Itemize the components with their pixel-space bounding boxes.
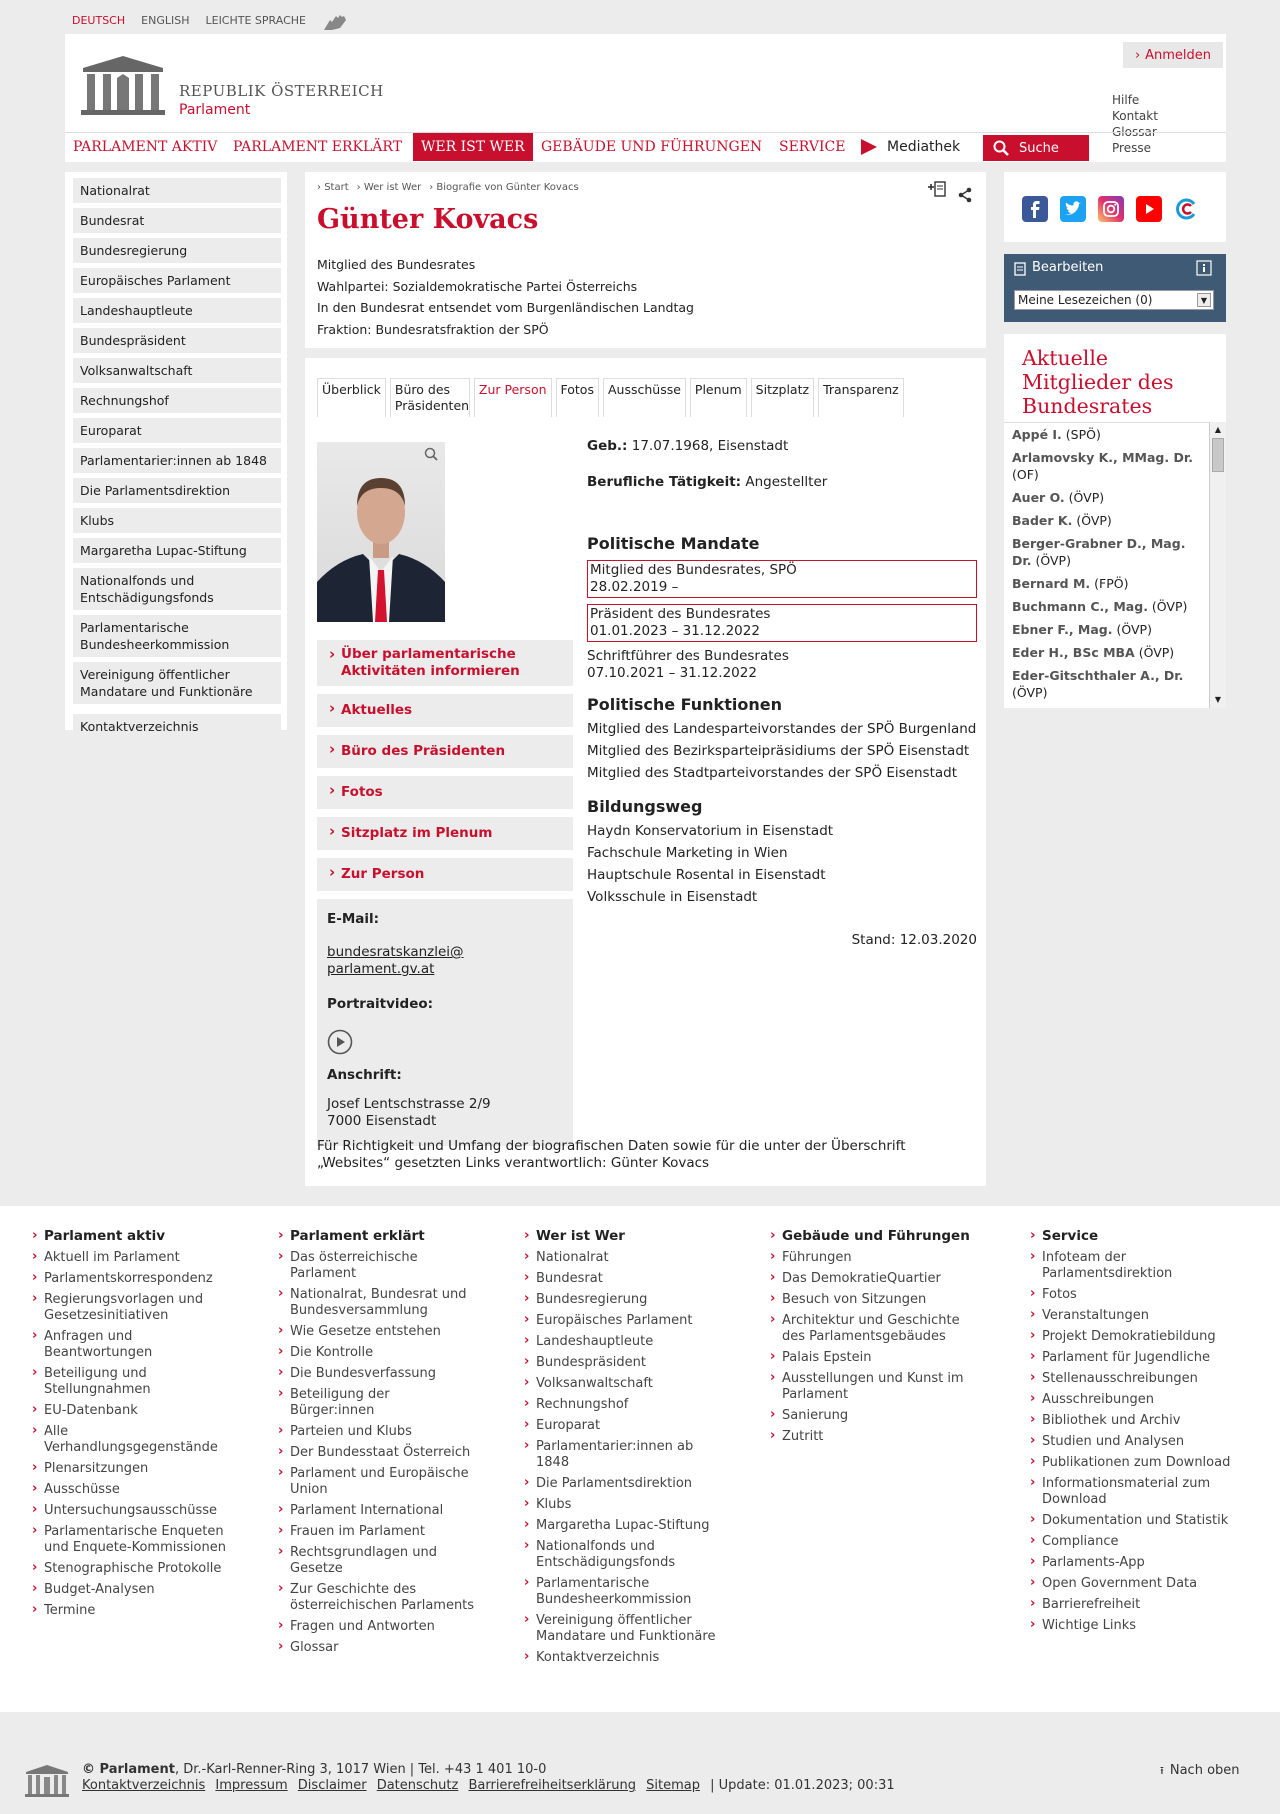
footer-column <box>278 1228 478 1661</box>
sidebar-item-klubs[interactable]: Klubs <box>73 508 281 533</box>
footer-link[interactable]: › Projekt Demokratiebildung <box>1030 1329 1250 1345</box>
bookmarks-select[interactable]: Meine Lesezeichen (0) ▼ <box>1014 290 1214 310</box>
edit-panel <box>1004 254 1226 322</box>
footer-link[interactable]: › Parlamentarische Bundesheerkommission <box>524 1576 724 1608</box>
sidebar-item-parlamentarier[interactable]: Parlamentarier:innen ab 1848 <box>73 448 281 473</box>
breadcrumb-wer-ist-wer[interactable]: › Wer ist Wer <box>356 182 422 193</box>
mandate-item: Schriftführer des Bundesrates 07.10.2021 – 31.12.2022 <box>587 648 789 681</box>
chevron-down-icon: ▼ <box>1197 293 1211 307</box>
site-header <box>65 34 1226 162</box>
list-item[interactable]: Bernard M. (FPÖ) <box>1012 576 1129 591</box>
tab-ueberblick[interactable]: Überblick <box>317 378 386 417</box>
members-title: Aktuelle Mitglieder des Bundesrates <box>1022 346 1174 418</box>
footer-link[interactable]: › Parlamentarier:innen ab 1848 <box>524 1439 724 1471</box>
breadcrumb-current: › Biografie von Günter Kovacs <box>429 182 579 193</box>
footer-link[interactable]: › Das DemokratieQuartier <box>770 1271 980 1287</box>
login-label: Anmelden <box>1145 47 1212 63</box>
profile-summary <box>317 254 694 340</box>
birth-info: Geb.: 17.07.1968, Eisenstadt <box>587 438 789 454</box>
footer-link[interactable]: › Klubs <box>524 1497 724 1513</box>
footer-link[interactable]: › Rechnungshof <box>524 1397 724 1413</box>
footer-link[interactable]: › Rechtsgrundlagen und Gesetze <box>278 1545 478 1577</box>
mediathek-label: Mediathek <box>887 139 961 155</box>
education-item: Hauptschule Rosental in Eisenstadt <box>587 867 826 883</box>
lang-deutsch[interactable]: DEUTSCH <box>72 14 126 27</box>
bookmark-icon <box>1014 262 1026 280</box>
footer-link[interactable]: › Parlaments-App <box>1030 1555 1250 1571</box>
sidebar-item-bundesheerkommission[interactable]: Parlamentarische Bundesheerkommission <box>73 615 281 657</box>
members-scrollbar[interactable] <box>1209 422 1226 708</box>
tab-buero-praesident[interactable]: Büro des Präsidenten <box>390 378 470 417</box>
footer-link[interactable]: › Die Bundesverfassung <box>278 1366 478 1382</box>
sidebar-item-bundespraesident[interactable]: Bundespräsident <box>73 328 281 353</box>
footer-link[interactable]: › Budget-Analysen <box>32 1582 232 1598</box>
list-item[interactable]: Buchmann C., Mag. (ÖVP) <box>1012 599 1188 614</box>
footer-link[interactable]: › Zur Geschichte des österreichischen Parlaments <box>278 1582 478 1614</box>
list-item[interactable]: Bader K. (ÖVP) <box>1012 513 1112 528</box>
footer-link[interactable]: › Ausschüsse <box>32 1482 232 1498</box>
email-link[interactable]: bundesratskanzlei@ parlament.gv.at <box>327 944 464 977</box>
footer-link[interactable]: › Parlament International <box>278 1503 478 1519</box>
footer-link[interactable]: › Publikationen zum Download <box>1030 1455 1250 1471</box>
tab-zur-person[interactable]: Zur Person <box>474 378 552 417</box>
portrait-photo[interactable] <box>317 442 445 622</box>
scroll-up-icon[interactable]: ▲ <box>1214 425 1222 434</box>
bottom-bar <box>0 1740 1280 1814</box>
footer-link[interactable]: › Open Government Data <box>1030 1576 1250 1592</box>
footer-link[interactable]: › Führungen <box>770 1250 980 1266</box>
footer-link[interactable]: › Palais Epstein <box>770 1350 980 1366</box>
footer-link[interactable]: › Bundesregierung <box>524 1292 724 1308</box>
link-datenschutz[interactable]: Datenschutz <box>376 1778 459 1793</box>
footer-link[interactable]: › Studien und Analysen <box>1030 1434 1250 1450</box>
arrow-up-icon: ⭱ <box>1160 1764 1164 1777</box>
sidebar-item-volksanwaltschaft[interactable]: Volksanwaltschaft <box>73 358 281 383</box>
sidebar-item-lupac-stiftung[interactable]: Margaretha Lupac-Stiftung <box>73 538 281 563</box>
footer-link[interactable]: › Anfragen und Beantwortungen <box>32 1329 232 1361</box>
tab-transparenz[interactable]: Transparenz <box>818 378 904 417</box>
address-city: 7000 Eisenstadt <box>327 1113 437 1129</box>
education-item: Haydn Konservatorium in Eisenstadt <box>587 823 834 839</box>
footer-link[interactable]: › Bundesrat <box>524 1271 724 1287</box>
footer-column <box>32 1228 232 1624</box>
footer-link[interactable]: › Compliance <box>1030 1534 1250 1550</box>
edit-label[interactable]: Bearbeiten <box>1032 260 1104 275</box>
footer-link[interactable]: › Veranstaltungen <box>1030 1308 1250 1324</box>
list-item[interactable]: Eder H., BSc MBA (ÖVP) <box>1012 645 1175 660</box>
copyright-block <box>82 1762 895 1794</box>
bookmark-add-icon[interactable] <box>927 180 947 198</box>
footer-link[interactable]: › Ausstellungen und Kunst im Parlament <box>770 1371 980 1403</box>
sidebar <box>65 172 287 734</box>
footer-link[interactable]: › Europarat <box>524 1418 724 1434</box>
footer-link[interactable]: › Zutritt <box>770 1429 980 1445</box>
press-link[interactable]: Presse <box>1112 141 1151 155</box>
breadcrumb-start[interactable]: › Start <box>317 182 349 193</box>
profile-details <box>587 438 977 949</box>
footer-link[interactable]: › Regierungsvorlagen und Gesetzesinitiativen <box>32 1292 232 1324</box>
sidebar-item-nationalfonds[interactable]: Nationalfonds und Entschädigungsfonds <box>73 568 281 610</box>
login-button[interactable] <box>1123 42 1223 68</box>
link-kontaktverzeichnis[interactable]: Kontaktverzeichnis <box>82 1778 206 1793</box>
link-buero-praesident[interactable]: › Büro des Präsidenten <box>317 735 573 768</box>
instagram-icon[interactable] <box>1098 196 1124 222</box>
footer-link[interactable]: › Nationalfonds und Entschädigungsfonds <box>524 1539 724 1571</box>
legal-links <box>82 1778 895 1794</box>
education-item: Fachschule Marketing in Wien <box>587 845 788 861</box>
sidebar-item-kontaktverzeichnis[interactable]: Kontaktverzeichnis <box>73 714 281 739</box>
footer-link[interactable]: › Stellenausschreibungen <box>1030 1371 1250 1387</box>
link-sitemap[interactable]: Sitemap <box>646 1778 700 1793</box>
footer-link[interactable]: › Das österreichische Parlament <box>278 1250 478 1282</box>
mandate-item: Mitglied des Bundesrates, SPÖ 28.02.2019 – <box>587 560 977 598</box>
list-item[interactable]: Ebner F., Mag. (ÖVP) <box>1012 622 1152 637</box>
link-sitzplatz[interactable]: › Sitzplatz im Plenum <box>317 817 573 850</box>
footer-link[interactable]: › Nationalrat <box>524 1250 724 1266</box>
footer-link[interactable]: › Plenarsitzungen <box>32 1461 232 1477</box>
footer-column <box>770 1228 980 1450</box>
sidebar-item-landeshauptleute[interactable]: Landeshauptleute <box>73 298 281 323</box>
profile-party: Wahlpartei: Sozialdemokratische Partei Österreichs <box>317 278 638 294</box>
footer-link[interactable]: › Fotos <box>1030 1287 1250 1303</box>
scroll-thumb[interactable] <box>1212 438 1224 472</box>
footer-link[interactable]: › Die Kontrolle <box>278 1345 478 1361</box>
glossary-link[interactable]: Glossar <box>1112 125 1157 139</box>
footer-link[interactable]: › Architektur und Geschichte des Parlamentsgebäudes <box>770 1313 980 1345</box>
sidebar-item-rechnungshof[interactable]: Rechnungshof <box>73 388 281 413</box>
nav-service[interactable]: SERVICE <box>779 139 846 155</box>
footer-link[interactable]: › Bibliothek und Archiv <box>1030 1413 1250 1429</box>
email-label: E-Mail: <box>327 911 380 927</box>
sidebar-item-vereinigung[interactable]: Vereinigung öffentlicher Mandatare und Funktionäre <box>73 662 281 704</box>
tab-sitzplatz[interactable]: Sitzplatz <box>751 378 814 417</box>
main-navigation <box>65 132 1226 162</box>
link-impressum[interactable]: Impressum <box>215 1778 288 1793</box>
footer-link[interactable]: › Glossar <box>278 1640 478 1656</box>
language-bar <box>72 14 348 35</box>
footer-column <box>1030 1228 1250 1639</box>
footer-link[interactable]: › Der Bundesstaat Österreich <box>278 1445 478 1461</box>
footer-link[interactable]: › Dokumentation und Statistik <box>1030 1513 1250 1529</box>
back-to-top-button[interactable]: ⭱ Nach oben <box>1160 1763 1240 1778</box>
footer-link[interactable]: › Besuch von Sitzungen <box>770 1292 980 1308</box>
address-street: Josef Lentschstrasse 2/9 <box>327 1096 491 1112</box>
sidebar-item-bundesrat[interactable]: Bundesrat <box>73 208 281 233</box>
footer-link[interactable]: › Parlamentarische Enqueten und Enquete-Kommissionen <box>32 1524 232 1556</box>
contact-box <box>317 899 573 1146</box>
copyright-line: © Parlament, Dr.-Karl-Renner-Ring 3, 1017 Wien | Tel. +43 1 401 10-0 <box>82 1762 547 1777</box>
help-link[interactable]: Hilfe <box>1112 93 1140 107</box>
footer-link[interactable]: › Bundespräsident <box>524 1355 724 1371</box>
functions-heading: Politische Funktionen <box>587 695 782 714</box>
play-video-icon[interactable] <box>327 1029 353 1055</box>
footer-link[interactable]: › Ausschreibungen <box>1030 1392 1250 1408</box>
function-item: Mitglied des Landesparteivorstandes der SPÖ Burgenland <box>587 721 977 737</box>
breadcrumb <box>317 182 579 193</box>
page-title: Günter Kovacs <box>317 204 539 235</box>
sidebar-item-bundesregierung[interactable]: Bundesregierung <box>73 238 281 263</box>
footer-link[interactable]: › Parlamentskorrespondenz <box>32 1271 232 1287</box>
link-aktivitaeten[interactable]: › Über parlamentarische Aktivitäten informieren <box>317 640 573 686</box>
info-icon[interactable] <box>1196 260 1212 280</box>
parlament-app-icon[interactable] <box>1174 196 1200 222</box>
nav-gebaeude-fuehrungen[interactable]: GEBÄUDE UND FÜHRUNGEN <box>541 139 763 155</box>
link-barrierefreiheit[interactable]: Barrierefreiheitserklärung <box>468 1778 636 1793</box>
footer-link[interactable]: › Landeshauptleute <box>524 1334 724 1350</box>
update-info: | Update: 01.01.2023; 00:31 <box>710 1778 895 1793</box>
footer-link[interactable]: › Parlament und Europäische Union <box>278 1466 478 1498</box>
members-panel <box>1004 334 1226 708</box>
mandate-item: Präsident des Bundesrates 01.01.2023 – 31.12.2022 <box>587 604 977 642</box>
sidebar-item-europaeisches-parlament[interactable]: Europäisches Parlament <box>73 268 281 293</box>
tab-plenum[interactable]: Plenum <box>690 378 747 417</box>
share-icon[interactable] <box>957 187 973 203</box>
footer-link[interactable]: › Fragen und Antworten <box>278 1619 478 1635</box>
disclaimer-text: Für Richtigkeit und Umfang der biografischen Daten sowie für die unter der Überschrift „Websites“ gesetzten Links verantwortlich: Günter Kovacs <box>317 1138 906 1171</box>
footer-heading[interactable]: › Wer ist Wer <box>524 1228 724 1244</box>
facebook-icon[interactable] <box>1022 196 1048 222</box>
footer-link[interactable]: › Stenographische Protokolle <box>32 1561 232 1577</box>
logo-title: REPUBLIK ÖSTERREICH <box>179 82 384 100</box>
footer-link[interactable]: › Untersuchungsausschüsse <box>32 1503 232 1519</box>
footer-heading[interactable]: › Parlament aktiv <box>32 1228 232 1244</box>
list-item[interactable]: Arlamovsky K., MMag. Dr. (OF) <box>1012 450 1193 482</box>
footer-heading[interactable]: › Service <box>1030 1228 1250 1244</box>
footer-link[interactable]: › Alle Verhandlungsgegenstände <box>32 1424 232 1456</box>
lang-leichte-sprache[interactable]: LEICHTE SPRACHE <box>205 14 306 27</box>
footer-link[interactable]: › Aktuell im Parlament <box>32 1250 232 1266</box>
function-item: Mitglied des Stadtparteivorstandes der SPÖ Eisenstadt <box>587 765 958 781</box>
profile-faction: Fraktion: Bundesratsfraktion der SPÖ <box>317 321 549 337</box>
chevron-right-icon: › <box>1134 47 1141 63</box>
link-aktuelles[interactable]: › Aktuelles <box>317 694 573 727</box>
profile-role: Mitglied des Bundesrates <box>317 257 476 272</box>
search-icon <box>993 140 1009 156</box>
footer-link[interactable]: › Volksanwaltschaft <box>524 1376 724 1392</box>
profile-links <box>317 640 573 1146</box>
footer-link[interactable]: › Nationalrat, Bundesrat und Bundesversammlung <box>278 1287 478 1319</box>
footer-link[interactable]: › Beteiligung und Stellungnahmen <box>32 1366 232 1398</box>
list-item[interactable]: Auer O. (ÖVP) <box>1012 490 1105 505</box>
logo-subtitle: Parlament <box>179 102 251 118</box>
footer-link[interactable]: › Die Parlamentsdirektion <box>524 1476 724 1492</box>
footer-heading[interactable]: › Gebäude und Führungen <box>770 1228 980 1244</box>
footer-heading[interactable]: › Parlament erklärt <box>278 1228 478 1244</box>
profile-delegation: In den Bundesrat entsendet vom Burgenländischen Landtag <box>317 300 694 315</box>
nav-parlament-aktiv[interactable]: PARLAMENT AKTIV <box>73 139 218 155</box>
footer-link[interactable]: › Parlament für Jugendliche <box>1030 1350 1250 1366</box>
footer-link[interactable]: › Kontaktverzeichnis <box>524 1650 724 1666</box>
function-item: Mitglied des Bezirksparteipräsidiums der SPÖ Eisenstadt <box>587 743 970 759</box>
sidebar-item-nationalrat[interactable]: Nationalrat <box>73 178 281 203</box>
tab-ausschuesse[interactable]: Ausschüsse <box>603 378 686 417</box>
scroll-down-icon[interactable]: ▼ <box>1214 695 1222 704</box>
list-item[interactable]: Eder-Gitschthaler A., Dr. (ÖVP) <box>1012 668 1184 700</box>
footer-link[interactable]: › Infoteam der Parlamentsdirektion <box>1030 1250 1250 1282</box>
sidebar-item-parlamentsdirektion[interactable]: Die Parlamentsdirektion <box>73 478 281 503</box>
site-footer <box>0 1206 1280 1712</box>
footer-column <box>524 1228 724 1671</box>
tab-fotos[interactable]: Fotos <box>556 378 599 417</box>
footer-link[interactable]: › Europäisches Parlament <box>524 1313 724 1329</box>
footer-link[interactable]: › Wichtige Links <box>1030 1618 1250 1634</box>
list-item[interactable]: Appé I. (SPÖ) <box>1012 427 1101 442</box>
footer-link[interactable]: › EU-Datenbank <box>32 1403 232 1419</box>
sidebar-item-europarat[interactable]: Europarat <box>73 418 281 443</box>
last-updated: Stand: 12.03.2020 <box>851 932 977 948</box>
search-label: Suche <box>1019 140 1059 156</box>
nav-wer-ist-wer[interactable]: WER IST WER <box>413 133 533 161</box>
search-button[interactable] <box>983 135 1089 161</box>
job-info: Berufliche Tätigkeit: Angestellter <box>587 474 828 490</box>
contact-link[interactable]: Kontakt <box>1112 109 1158 123</box>
footer-link[interactable]: › Parteien und Klubs <box>278 1424 478 1440</box>
footer-link[interactable]: › Frauen im Parlament <box>278 1524 478 1540</box>
education-item: Volksschule in Eisenstadt <box>587 889 758 905</box>
link-disclaimer[interactable]: Disclaimer <box>297 1778 367 1793</box>
mandates-heading: Politische Mandate <box>587 534 760 553</box>
lang-english[interactable]: ENGLISH <box>141 14 190 27</box>
link-fotos[interactable]: › Fotos <box>317 776 573 809</box>
list-item[interactable]: Berger-Grabner D., Mag. Dr. (ÖVP) <box>1012 536 1186 568</box>
footer-link[interactable]: › Informationsmaterial zum Download <box>1030 1476 1250 1508</box>
education-heading: Bildungsweg <box>587 797 703 816</box>
play-icon <box>861 139 877 155</box>
youtube-icon[interactable] <box>1136 196 1162 222</box>
footer-link[interactable]: › Wie Gesetze entstehen <box>278 1324 478 1340</box>
mediathek-link[interactable] <box>861 133 960 161</box>
profile-header <box>305 172 986 348</box>
video-label: Portraitvideo: <box>327 996 434 1012</box>
parliament-logo-icon[interactable] <box>24 1764 70 1798</box>
footer-link[interactable]: › Beteiligung der Bürger:innen <box>278 1387 478 1419</box>
footer-link[interactable]: › Termine <box>32 1603 232 1619</box>
parliament-logo-icon[interactable] <box>79 54 167 116</box>
footer-link[interactable]: › Barrierefreiheit <box>1030 1597 1250 1613</box>
profile-tabs <box>317 378 904 417</box>
footer-link[interactable]: › Sanierung <box>770 1408 980 1424</box>
address-label: Anschrift: <box>327 1067 402 1083</box>
social-media-bar <box>1004 172 1226 242</box>
zoom-icon[interactable] <box>423 446 439 462</box>
footer-link[interactable]: › Margaretha Lupac-Stiftung <box>524 1518 724 1534</box>
profile-content <box>305 358 986 1186</box>
twitter-icon[interactable] <box>1060 196 1086 222</box>
members-list <box>1004 422 1209 702</box>
footer-link[interactable]: › Vereinigung öffentlicher Mandatare und Funktionäre <box>524 1613 724 1645</box>
sign-language-icon[interactable] <box>322 14 348 35</box>
link-zur-person[interactable]: › Zur Person <box>317 858 573 891</box>
nav-parlament-erklaert[interactable]: PARLAMENT ERKLÄRT <box>233 139 403 155</box>
